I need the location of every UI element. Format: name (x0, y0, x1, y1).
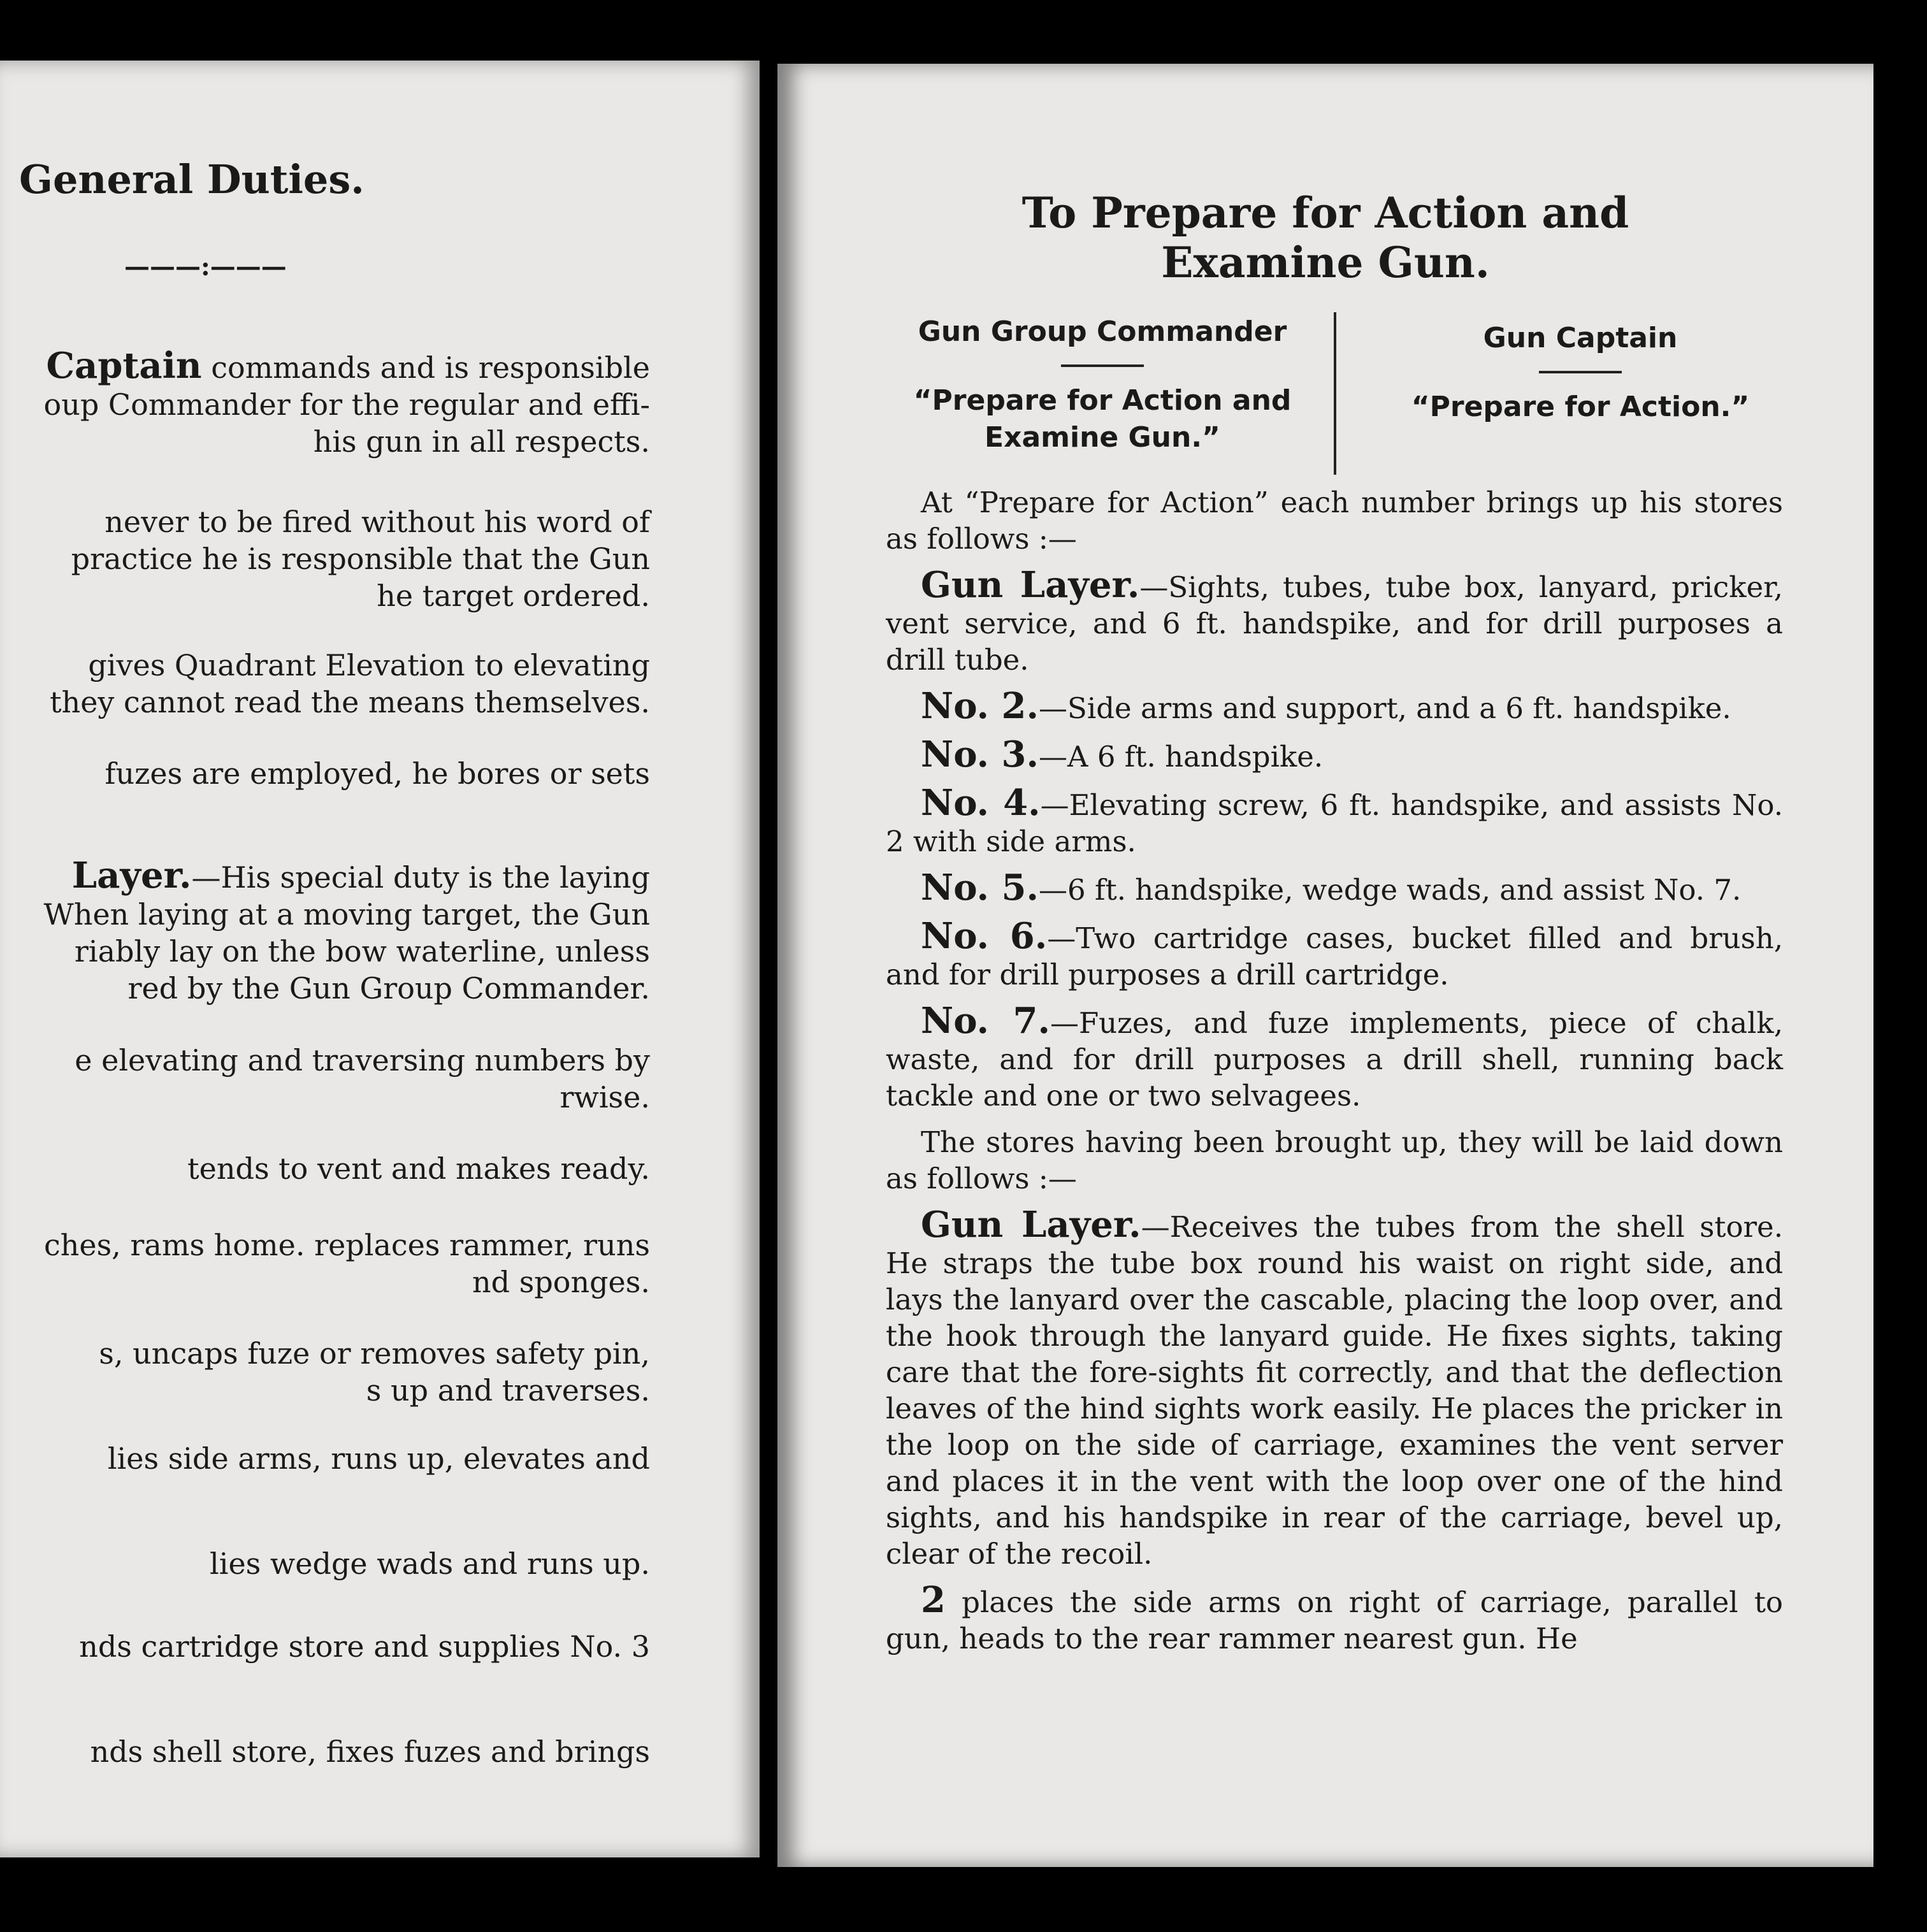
gun-captain-command: “Prepare for Action.” (1411, 391, 1750, 423)
no-2-text: —Side arms and support, and a 6 ft. handspike. (1039, 691, 1731, 725)
gun-captain-column (1386, 322, 1775, 426)
column-rule (1061, 364, 1144, 367)
left-line: riably lay on the bow waterline, unless (74, 934, 650, 969)
column-rule (1539, 371, 1622, 373)
left-line: When laying at a moving target, the Gun (43, 897, 650, 932)
title-line-2: Examine Gun. (1161, 238, 1490, 287)
command-line-1: “Prepare for Action and (913, 384, 1292, 417)
left-line: never to be fired without his word of (105, 505, 650, 539)
left-bold-label: Captain (46, 345, 202, 387)
no-6-text: —Two cartridge cases, bucket filled and brush, and for drill purposes a drill cartridge. (886, 921, 1784, 991)
left-paragraph (0, 1335, 650, 1409)
left-line: nd sponges. (472, 1265, 650, 1299)
left-line: Captain commands and is responsible (46, 345, 650, 387)
no-6-label: No. 6. (921, 915, 1048, 957)
left-paragraph (0, 755, 650, 792)
left-paragraph (0, 1440, 650, 1477)
left-paragraph (0, 1227, 650, 1301)
left-line: fuzes are employed, he bores or sets (105, 756, 650, 791)
left-line: they cannot read the means themselves. (50, 685, 650, 719)
gun-captain-heading: Gun Captain (1483, 322, 1678, 354)
left-line: s, uncaps fuze or removes safety pin, (99, 1336, 650, 1371)
left-line: he target ordered. (377, 579, 650, 613)
no-3-stores (886, 733, 1783, 775)
left-paragraph (0, 503, 650, 614)
no-6-stores (886, 915, 1784, 993)
no-2-duties (886, 1579, 1783, 1657)
title-line-1: To Prepare for Action and (1021, 188, 1629, 238)
no-5-text: —6 ft. handspike, wedge wads, and assist No. 7. (1039, 873, 1742, 907)
left-paragraph (0, 1042, 650, 1116)
left-page-title: General Duties. (19, 156, 364, 203)
left-line: his gun in all respects. (313, 424, 650, 459)
no-7-stores (886, 1000, 1783, 1114)
no-2-duties-text: places the side arms on right of carriage, parallel to gun, heads to the rear rammer nearest gun. He (886, 1585, 1783, 1655)
no-7-label: No. 7. (921, 1000, 1050, 1042)
no-2-number: 2 (921, 1579, 946, 1621)
left-line: ches, rams home. replaces rammer, runs (43, 1228, 650, 1262)
left-title-rule: ———:——— (124, 252, 287, 282)
gun-layer-stores (886, 564, 1783, 678)
left-line: Layer.—His special duty is the laying (71, 854, 650, 897)
left-line: s up and traverses. (366, 1373, 650, 1408)
right-body-text (886, 484, 1783, 1667)
gun-group-commander-command (886, 382, 1319, 456)
left-paragraph (0, 647, 650, 721)
gun-layer-label: Gun Layer. (921, 564, 1140, 606)
left-line: practice he is responsible that the Gun (71, 542, 650, 576)
gun-group-commander-heading: Gun Group Commander (918, 315, 1287, 348)
no-5-stores (886, 867, 1783, 909)
left-bold-label: Layer. (71, 854, 192, 897)
left-line: gives Quadrant Elevation to elevating (88, 648, 650, 682)
right-page (777, 64, 1873, 1867)
left-paragraph (0, 1545, 650, 1582)
no-3-label: No. 3. (921, 733, 1039, 775)
left-line: nds cartridge store and supplies No. 3 (79, 1629, 650, 1664)
no-2-stores (886, 685, 1783, 727)
gun-layer-duties (886, 1204, 1783, 1572)
no-4-stores (886, 782, 1783, 860)
gun-layer-duties-text: —Receives the tubes from the shell store. He straps the tube box round his waist on right side, and lays the lanyard over the cascable, placing the loop over, and the hook through the lanyard guide. He fixes sights, taking care that the fore-sights fit correctly, and that the deflection leaves of the hind sights work easily. He places the pricker in the loop on the side of carriage, examines the vent server and places it in the vent with the loop over one of the hind sights, and his handspike in rear of the carriage, bevel up, clear of the recoil. (886, 1210, 1783, 1571)
no-3-text: —A 6 ft. handspike. (1039, 740, 1324, 774)
right-page-title (777, 188, 1873, 287)
laid-down-paragraph: The stores having been brought up, they will be laid down as follows :— (886, 1125, 1783, 1195)
left-line: lies side arms, runs up, elevates and (107, 1441, 650, 1476)
no-2-label: No. 2. (921, 685, 1039, 727)
no-4-label: No. 4. (921, 782, 1041, 824)
left-line: nds shell store, fixes fuzes and brings (90, 1734, 650, 1769)
left-line: oup Commander for the regular and effi- (43, 387, 650, 422)
left-line: red by the Gun Group Commander. (127, 971, 650, 1006)
gun-group-commander-column (886, 315, 1319, 456)
left-page (0, 61, 760, 1857)
no-7-text: —Fuzes, and fuze implements, piece of chalk, waste, and for drill purposes a drill shell, running back tackle and one or two selvagees. (886, 1006, 1783, 1113)
left-paragraph (0, 347, 650, 460)
no-5-label: No. 5. (921, 867, 1039, 909)
left-paragraph (0, 1628, 650, 1665)
column-divider (1334, 312, 1336, 475)
gun-layer-label: Gun Layer. (921, 1204, 1141, 1246)
left-line: lies wedge wads and runs up. (210, 1546, 650, 1581)
intro-paragraph: At “Prepare for Action” each number brings up his stores as follows :— (886, 486, 1783, 556)
left-line: e elevating and traversing numbers by (75, 1043, 650, 1078)
gun-layer-stores-text: —Sights, tubes, tube box, lanyard, pricker, vent service, and 6 ft. handspike, and for drill purposes a drill tube. (886, 570, 1783, 677)
no-4-text: —Elevating screw, 6 ft. handspike, and assists No. 2 with side arms. (886, 788, 1783, 858)
left-line: tends to vent and makes ready. (187, 1151, 650, 1186)
left-paragraph (0, 1733, 650, 1770)
left-paragraph (0, 1150, 650, 1187)
command-line-2: Examine Gun.” (985, 421, 1220, 454)
left-line: rwise. (559, 1080, 650, 1114)
left-paragraph (0, 854, 650, 1007)
